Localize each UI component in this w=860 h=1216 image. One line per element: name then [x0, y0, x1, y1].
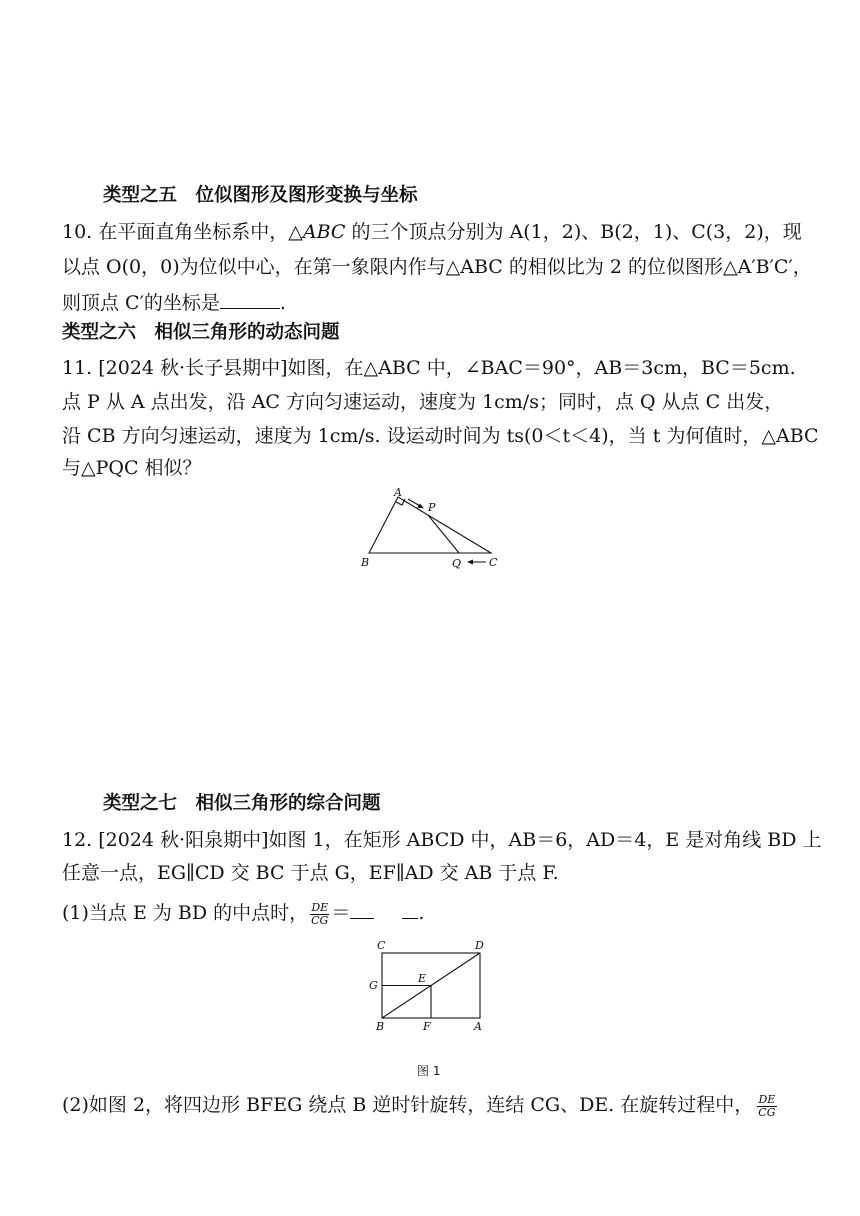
q10-line1-abc: ABC	[302, 221, 346, 243]
question-10-line-1	[62, 220, 802, 244]
label-c: C	[377, 939, 386, 952]
q12-part1-post: .	[418, 902, 425, 924]
arrowhead-cq-icon	[467, 560, 473, 565]
q12-part2-text: (2)如图 2，将四边形 BFEG 绕点 B 逆时针旋转，连结 CG、DE. 在旋转过程中，	[62, 1094, 754, 1116]
label-g: G	[369, 979, 378, 992]
triangle-figure-q11	[350, 485, 510, 575]
section-7-heading: 类型之七 相似三角形的综合问题	[103, 793, 381, 814]
answer-blank[interactable]	[220, 290, 280, 309]
q10-line3-post: .	[279, 292, 286, 314]
section-5-heading: 类型之五 位似图形及图形变换与坐标	[103, 185, 418, 206]
label-b: B	[361, 556, 370, 569]
answer-blank-right[interactable]	[402, 900, 418, 919]
section-6-heading: 类型之六 相似三角形的动态问题	[62, 322, 340, 343]
q10-line1-coords: A(1，2)、B(2，1)、C(3，2)，现	[509, 221, 802, 243]
question-10-line-2: 以点 O(0，0)为位似中心，在第一象限内作与△ABC 的相似比为 2 的位似图形△A′B′C′，	[62, 256, 812, 278]
label-p: P	[428, 501, 436, 514]
fraction-numerator: DE	[311, 900, 329, 914]
question-11-line-4: 与△PQC 相似？	[62, 457, 202, 479]
answer-blank-left[interactable]	[350, 900, 374, 919]
question-11-line-3: 沿 CB 方向匀速运动，速度为 1cm/s. 设运动时间为 ts(0＜t＜4)，当 t 为何值时，△ABC	[62, 425, 819, 447]
q12-part1-eq: ＝	[331, 902, 351, 924]
segment-pq	[428, 515, 459, 553]
question-12-line-2: 任意一点，EG∥CD 交 BC 于点 G，EF∥AD 交 AB 于点 F.	[62, 862, 559, 884]
label-b: B	[376, 1020, 385, 1033]
question-12-line-1: 12. [2024 秋·阳泉期中]如图 1，在矩形 ABCD 中，AB＝6，AD＝4，E 是对角线 BD 上	[62, 829, 822, 851]
q10-line3-pre: 则顶点 C′的坐标是	[62, 292, 220, 314]
label-e: E	[418, 972, 427, 985]
label-a: A	[394, 486, 402, 499]
rectangle-figure-q12	[362, 936, 497, 1036]
label-c: C	[489, 556, 498, 569]
label-a: A	[474, 1020, 482, 1033]
fraction-denominator: CG	[311, 913, 329, 927]
question-10-line-3	[62, 290, 286, 315]
question-11-line-1: 11. [2024 秋·长子县期中]如图，在△ABC 中，∠BAC＝90°，AB＝3cm，BC＝5cm.	[62, 357, 796, 379]
label-f: F	[423, 1020, 431, 1033]
fraction-numerator-2: DE	[758, 1092, 776, 1106]
q12-part1-pre: (1)当点 E 为 BD 的中点时，	[62, 902, 309, 924]
question-11-line-2: 点 P 从 A 点出发，沿 AC 方向匀速运动，速度为 1cm/s；同时，点 Q 从点 C 出发，	[62, 391, 784, 413]
label-q: Q	[452, 557, 462, 570]
fraction-de-cg-2	[757, 1094, 776, 1119]
question-12-part-2	[62, 1093, 779, 1119]
figure-caption: 图 1	[417, 1064, 441, 1078]
fraction-de-cg	[310, 902, 329, 927]
label-d: D	[475, 939, 484, 952]
fraction-denominator-2: CG	[758, 1105, 776, 1119]
q10-line1-pre: 10. 在平面直角坐标系中，△	[62, 221, 303, 243]
q10-line1-mid: 的三个顶点分别为	[345, 221, 510, 243]
question-12-part-1	[62, 900, 424, 927]
